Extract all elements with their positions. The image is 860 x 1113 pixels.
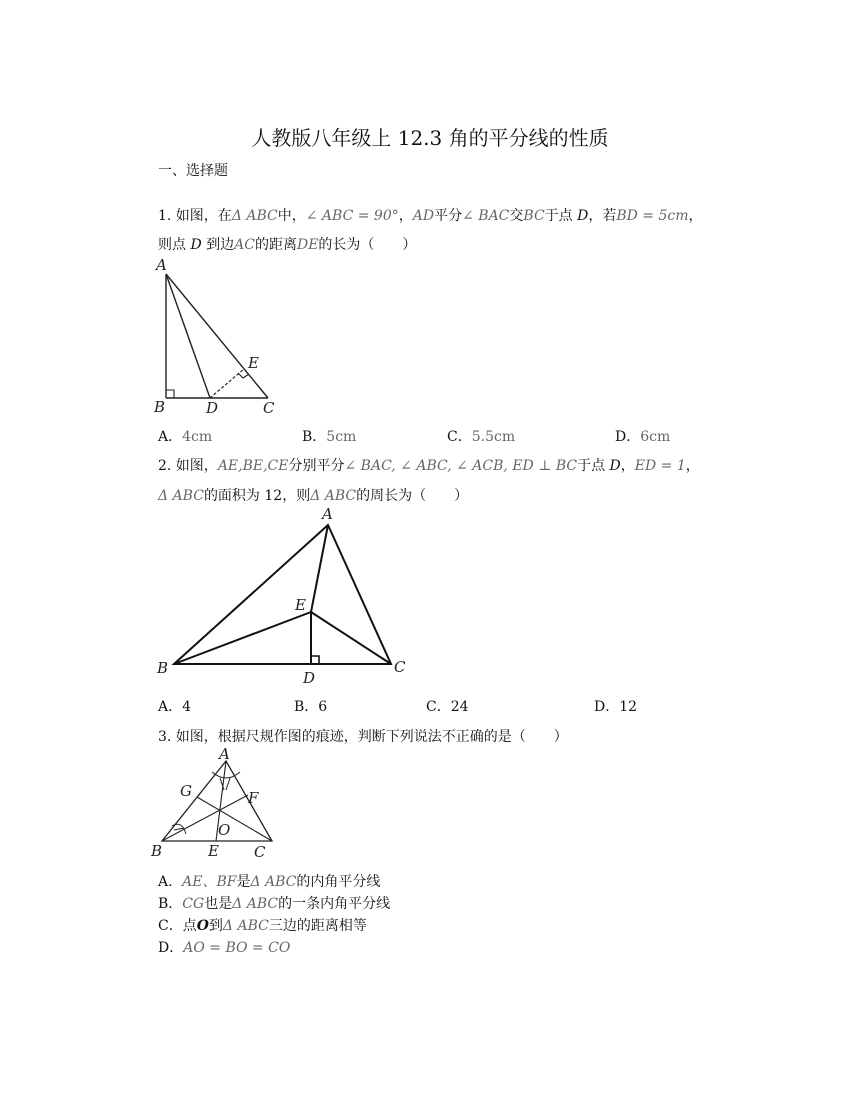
q3-label-g: G (180, 782, 192, 800)
q2-stem-line2: Δ ABC的面积为 12，则Δ ABC的周长为（ ） (158, 488, 469, 504)
q1-option-b[interactable]: B．5cm (302, 429, 357, 445)
q3-label-c: C (254, 843, 266, 861)
q1-label-b: B (154, 398, 166, 416)
q1-option-a[interactable]: A．4cm (158, 429, 213, 445)
q3-option-d[interactable]: D．AO = BO = CO (158, 940, 291, 956)
q1-label-c: C (263, 399, 275, 417)
q3-label-o: O (218, 821, 231, 839)
q3-option-c[interactable]: C．点O到Δ ABC三边的距离相等 (158, 918, 367, 934)
q3-stem: 3. 如图，根据尺规作图的痕迹，判断下列说法不正确的是（ ） (158, 729, 568, 745)
q2-label-b: B (157, 659, 169, 677)
q3-label-f: F (248, 789, 259, 807)
q1-label-a: A (156, 256, 167, 274)
q2-label-d: D (303, 669, 316, 687)
q3-figure (150, 744, 280, 866)
q2-option-c[interactable]: C．24 (426, 699, 469, 715)
q2-option-a[interactable]: A．4 (158, 699, 192, 715)
q2-option-d[interactable]: D．12 (594, 699, 638, 715)
q2-label-a: A (322, 505, 333, 523)
q1-stem-line1: 1. 如图，在Δ ABC中，∠ ABC = 90°，AD平分∠ BAC交BC于点 D，若BD = 5cm， (158, 208, 703, 224)
q1-figure (150, 255, 285, 417)
q2-figure (150, 502, 415, 687)
q3-label-b: B (151, 842, 163, 860)
q3-label-a: A (219, 745, 230, 763)
q2-option-b[interactable]: B．6 (294, 699, 328, 715)
q1-label-e: E (248, 354, 259, 372)
q3-label-e: E (208, 842, 219, 860)
q1-label-d: D (206, 399, 219, 417)
page-title: 人教版八年级上 12.3 角的平分线的性质 (251, 126, 609, 150)
q2-stem-line1: 2. 如图，AE,BE,CE分别平分∠ BAC, ∠ ABC, ∠ ACB, ED ⊥ BC于点 D，ED = 1， (158, 458, 700, 474)
q3-option-b[interactable]: B．CG也是Δ ABC的一条内角平分线 (158, 896, 391, 912)
q1-option-d[interactable]: D．6cm (615, 429, 671, 445)
section-heading: 一、选择题 (158, 163, 228, 179)
q1-option-c[interactable]: C．5.5cm (447, 429, 516, 445)
q2-label-c: C (394, 658, 406, 676)
q2-label-e: E (295, 596, 306, 614)
q3-option-a[interactable]: A．AE、BF是Δ ABC的内角平分线 (158, 874, 381, 890)
q1-stem-line2: 则点 D 到边AC的距离DE的长为（ ） (158, 237, 417, 253)
